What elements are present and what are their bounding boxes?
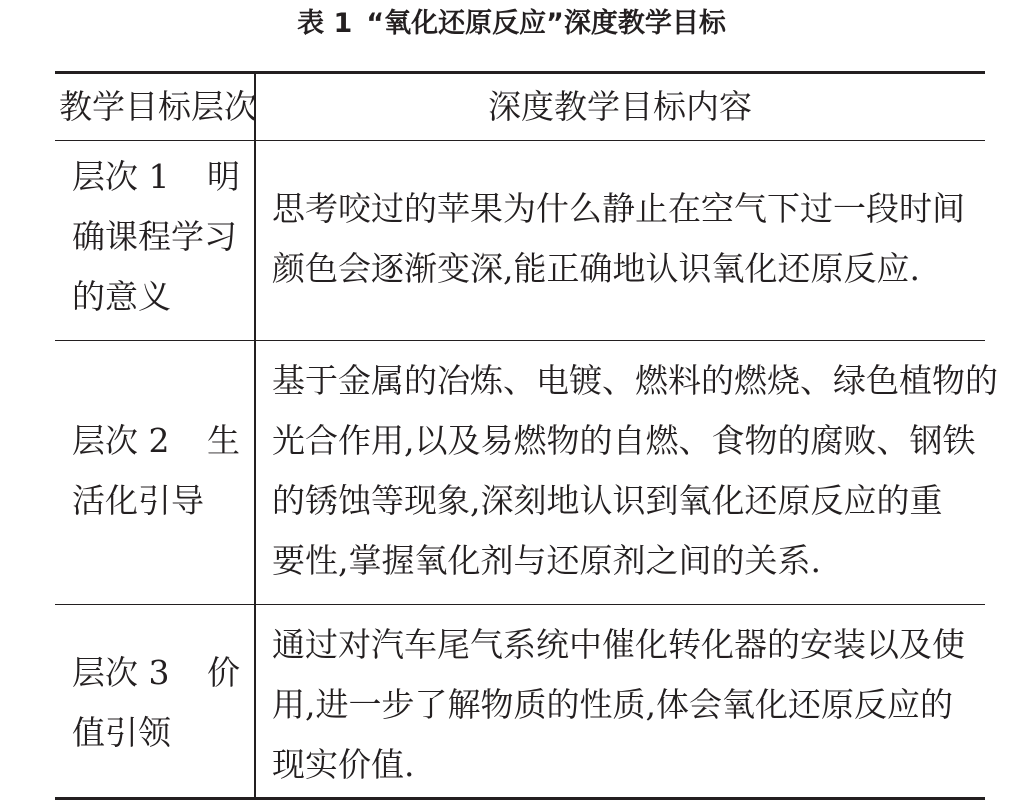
content-cell xyxy=(272,351,998,591)
header-content: 深度教学目标内容 xyxy=(488,87,752,126)
table-caption xyxy=(0,4,1023,44)
level-line: 层次 3 价 xyxy=(72,653,240,692)
level-line: 活化引导 xyxy=(72,481,204,520)
objectives-table xyxy=(55,71,998,800)
content-line: 现实价值. xyxy=(272,745,415,784)
content-cell xyxy=(272,615,965,795)
level-cell xyxy=(72,411,240,531)
level-line: 层次 1 明 xyxy=(72,157,240,196)
table-number: 表 1 xyxy=(297,8,353,39)
content-cell xyxy=(272,179,965,299)
header-level: 教学目标层次 xyxy=(59,87,257,126)
table-title: “氧化还原反应”深度教学目标 xyxy=(366,8,726,39)
level-line: 层次 2 生 xyxy=(72,421,240,460)
level-cell xyxy=(72,643,240,763)
table-row xyxy=(55,140,985,340)
table-row xyxy=(55,604,985,800)
table-header-row xyxy=(55,74,985,140)
content-line: 要性,掌握氧化剂与还原剂之间的关系. xyxy=(272,541,821,580)
content-line: 颜色会逐渐变深,能正确地认识氧化还原反应. xyxy=(272,249,920,288)
level-line: 的意义 xyxy=(72,277,171,316)
level-line: 确课程学习 xyxy=(72,217,237,256)
content-line: 通过对汽车尾气系统中催化转化器的安装以及使 xyxy=(272,625,965,664)
level-cell xyxy=(72,147,240,327)
content-line: 用,进一步了解物质的性质,体会氧化还原反应的 xyxy=(272,685,953,724)
content-line: 思考咬过的苹果为什么静止在空气下过一段时间 xyxy=(272,189,965,228)
content-line: 光合作用,以及易燃物的自燃、食物的腐败、钢铁 xyxy=(272,421,976,460)
content-line: 的锈蚀等现象,深刻地认识到氧化还原反应的重 xyxy=(272,481,943,520)
level-line: 值引领 xyxy=(72,713,171,752)
table-row xyxy=(55,340,998,604)
content-line: 基于金属的冶炼、电镀、燃料的燃烧、绿色植物的 xyxy=(272,361,998,400)
